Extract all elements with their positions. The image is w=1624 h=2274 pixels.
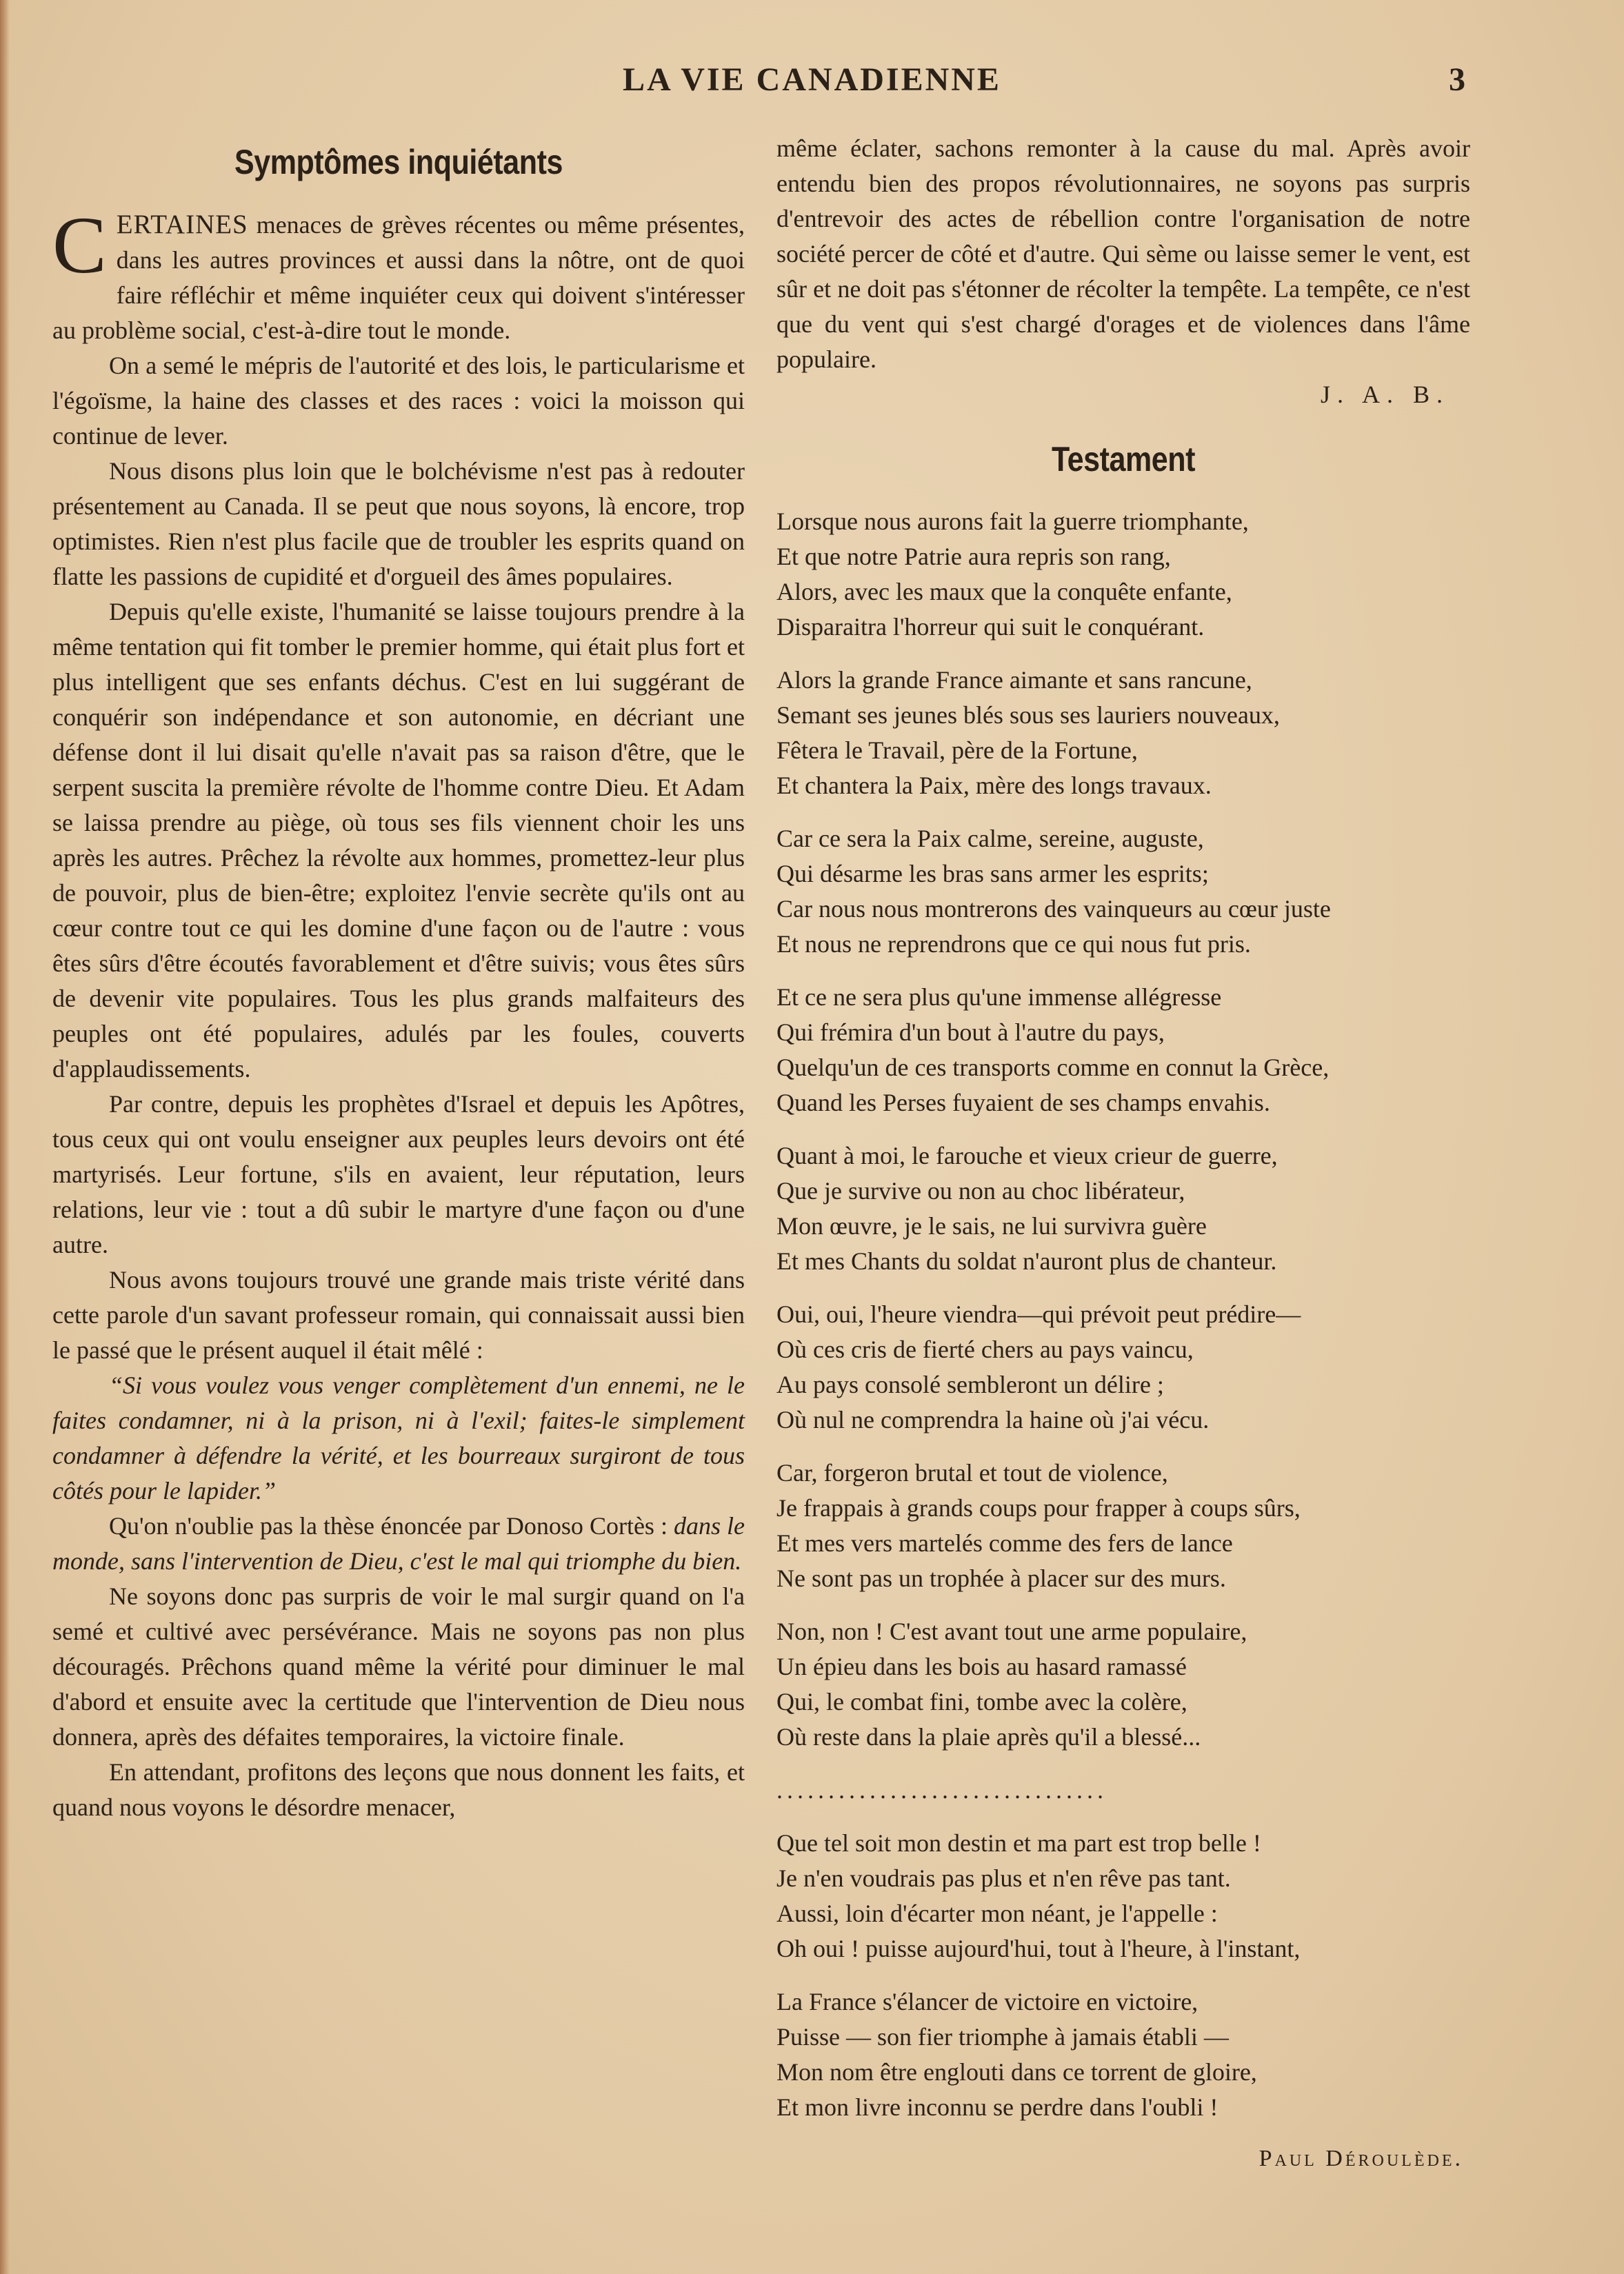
poem-line: Je frappais à grands coups pour frapper à coups sûrs, — [776, 1494, 1301, 1522]
poem-line: Au pays consolé sembleront un délire ; — [776, 1371, 1164, 1398]
poem-body-after — [776, 1826, 1470, 2125]
article-paragraph: CERTAINES menaces de grèves récentes ou même présentes, dans les autres provinces et aussi dans la nôtre, ont de quoi faire réfléchir et même inquiéter ceux qui doivent s'intéresser au problème social, c'est-à-dire tout le monde. — [52, 200, 745, 344]
poem-stanza — [776, 504, 1470, 645]
article-paragraph: Nous avons toujours trouvé une grande mais triste vérité dans cette parole d'un savant professeur romain, qui connaissait aussi bien le passé que le présent auquel il était mêlé : — [52, 1266, 745, 1364]
ellipsis-separator: ................................ — [776, 1776, 1107, 1804]
drop-cap: C — [52, 200, 107, 290]
poem-author: Paul Déroulède. — [1259, 2146, 1463, 2171]
poem-line: Un épieu dans les bois au hasard ramassé — [776, 1653, 1187, 1680]
poem-line: Car ce sera la Paix calme, sereine, auguste, — [776, 825, 1204, 852]
poem-stanza — [776, 1456, 1470, 1596]
poem-line: Que tel soit mon destin et ma part est trop belle ! — [776, 1829, 1261, 1857]
poem-stanza — [776, 1138, 1470, 1279]
poem-line: Disparaitra l'horreur qui suit le conquérant. — [776, 613, 1205, 641]
poem-stanza — [776, 1614, 1470, 1755]
poem-line: Où ces cris de fierté chers au pays vaincu, — [776, 1336, 1194, 1363]
article-paragraph: Qu'on n'oublie pas la thèse énoncée par Donoso Cortès : dans le monde, sans l'intervention de Dieu, c'est le mal qui triomphe du bien. — [52, 1512, 745, 1575]
page-header — [0, 61, 1624, 109]
poem-line: Quant à moi, le farouche et vieux crieur de guerre, — [776, 1142, 1278, 1169]
poem-line: Et mes Chants du soldat n'auront plus de chanteur. — [776, 1247, 1277, 1275]
poem-line: Mon nom être englouti dans ce torrent de gloire, — [776, 2058, 1257, 2086]
poem-stanza — [776, 821, 1470, 962]
article-paragraph: Par contre, depuis les prophètes d'Israel et depuis les Apôtres, tous ceux qui ont voulu enseigner aux peuples leurs devoirs ont été martyrisés. Leur fortune, s'ils en avaient, leur réputation, leurs relations, leur vie : tout a dû subir le martyre d'une façon ou d'une autre. — [52, 1090, 745, 1258]
poem-line: Qui frémira d'un bout à l'autre du pays, — [776, 1018, 1165, 1046]
poem-line: Qui, le combat fini, tombe avec la colère, — [776, 1688, 1187, 1715]
page-edge — [0, 0, 10, 2274]
italic-thesis: dans le monde, sans l'intervention de Dieu, c'est le mal qui triomphe du bien. — [52, 1512, 745, 1575]
publication-title: LA VIE CANADIENNE — [623, 61, 1001, 98]
poem-line: Mon œuvre, je le sais, ne lui survivra guère — [776, 1212, 1207, 1240]
article-paragraph: On a semé le mépris de l'autorité et des lois, le particularisme et l'égoïsme, la haine des classes et des races : voici la moisson qui continue de lever. — [52, 352, 745, 450]
poem-line: Que je survive ou non au choc libérateur, — [776, 1177, 1185, 1205]
poem-line: Alors la grande France aimante et sans rancune, — [776, 666, 1252, 694]
article-quote: “Si vous voulez vous venger complètement d'un ennemi, ne le faites condamner, ni à la prison, ni à l'exil; faites-le simplement condamner à défendre la vérité, et les bourreaux surgiront de tous côtés pour le lapider.” — [52, 1371, 745, 1505]
poem-line: Puisse — son fier triomphe à jamais établi — — [776, 2023, 1229, 2051]
poem-title: Testament — [1051, 440, 1196, 479]
article-title: Symptômes inquiétants — [234, 143, 563, 181]
poem-stanza — [776, 1297, 1470, 1438]
poem-line: Quelqu'un de ces transports comme en connut la Grèce, — [776, 1054, 1330, 1081]
poem-line: Et que notre Patrie aura repris son rang, — [776, 543, 1171, 570]
poem-line: Qui désarme les bras sans armer les esprits; — [776, 860, 1209, 887]
poem-line: Car nous nous montrerons des vainqueurs au cœur juste — [776, 895, 1331, 923]
article-paragraph: Depuis qu'elle existe, l'humanité se laisse toujours prendre à la même tentation qui fit tomber le premier homme, qui était plus fort et plus intelligent que ses enfants déchus. C'est en lui suggérant de conquérir son indépendance et son autonomie, en décriant une défense dont il lui disait qu'elle n'avait pas sa raison d'être, que le serpent suscita la première révolte de l'homme contre Dieu. Et Adam se laissa prendre au piège, où tous ses fils viennent choir les uns après les autres. Prêchez la révolte aux hommes, promettez-leur plus de pouvoir, plus de bien-être; exploitez l'envie secrète qu'ils ont au cœur contre tout ce qui les domine d'une façon ou de l'autre : vous êtes sûrs d'être écoutés favorablement et d'être suivis; vous êtes sûrs de devenir vite populaires. Tous les plus grands malfaiteurs des peuples ont été populaires, adulés par les foules, couverts d'applaudissements. — [52, 598, 745, 1083]
article-paragraph: En attendant, profitons des leçons que nous donnent les faits, et quand nous voyons le désordre menacer, — [52, 1758, 745, 1821]
poem-line: Alors, avec les maux que la conquête enfante, — [776, 578, 1232, 605]
poem-line: Ne sont pas un trophée à placer sur des murs. — [776, 1564, 1226, 1592]
article-paragraph: Ne soyons donc pas surpris de voir le mal surgir quand on l'a semé et cultivé avec persévérance. Mais ne soyons pas non plus découragés. Prêchons quand même la vérité pour diminuer le mal d'abord et ensuite avec la certitude que l'intervention de Dieu nous donnera, après des défaites temporaires, la victoire finale. — [52, 1582, 745, 1751]
page-number: 3 — [1449, 61, 1465, 98]
poem-line: Où nul ne comprendra la haine où j'ai vécu. — [776, 1406, 1210, 1433]
poem-stanza — [776, 663, 1470, 803]
poem-line: Quand les Perses fuyaient de ses champs envahis. — [776, 1089, 1270, 1116]
poem-line: Oui, oui, l'heure viendra—qui prévoit peut prédire— — [776, 1300, 1301, 1328]
poem-line: Et mon livre inconnu se perdre dans l'oubli ! — [776, 2093, 1219, 2121]
poem-line: Et mes vers martelés comme des fers de lance — [776, 1529, 1233, 1557]
article-paragraph-continued: même éclater, sachons remonter à la cause du mal. Après avoir entendu bien des propos révolutionnaires, ne soyons pas surpris d'entrevoir des actes de rébellion contre l'organisation de notre société percer de côté et d'autre. Qui sème ou laisse semer le vent, est sûr et ne doit pas s'étonner de récolter la tempête. La tempête, ce n'est que du vent qui s'est chargé d'orages et de violences dans l'âme populaire. — [776, 134, 1470, 373]
poem-line: Aussi, loin d'écarter mon néant, je l'appelle : — [776, 1900, 1218, 1927]
poem-line: Et nous ne reprendrons que ce qui nous fut pris. — [776, 930, 1251, 958]
poem-line: Car, forgeron brutal et tout de violence, — [776, 1459, 1168, 1487]
poem-line: Oh oui ! puisse aujourd'hui, tout à l'heure, à l'instant, — [776, 1935, 1301, 1962]
poem-line: Semant ses jeunes blés sous ses lauriers nouveaux, — [776, 701, 1280, 729]
poem-stanza — [776, 1826, 1470, 1966]
poem-body — [776, 504, 1470, 1755]
left-column — [52, 131, 745, 1825]
poem-line: Et ce ne sera plus qu'une immense allégresse — [776, 983, 1222, 1011]
poem-line: Je n'en voudrais pas plus et n'en rêve pas tant. — [776, 1864, 1231, 1892]
poem-stanza — [776, 1984, 1470, 2125]
poem-line: Et chantera la Paix, mère des longs travaux. — [776, 772, 1212, 799]
poem-line: La France s'élancer de victoire en victoire, — [776, 1988, 1199, 2015]
poem-line: Fêtera le Travail, père de la Fortune, — [776, 736, 1138, 764]
poem-stanza — [776, 980, 1470, 1120]
article-paragraph: Nous disons plus loin que le bolchévisme n'est pas à redouter présentement au Canada. Il se peut que nous soyons, là encore, trop optimistes. Rien n'est plus facile que de troubler les esprits quand on flatte les passions de cupidité et d'orgueil des âmes populaires. — [52, 457, 745, 590]
poem-line: Lorsque nous aurons fait la guerre triomphante, — [776, 507, 1249, 535]
right-column — [776, 131, 1470, 2172]
article-signature: J. A. B. — [1320, 381, 1450, 408]
poem-line: Non, non ! C'est avant tout une arme populaire, — [776, 1618, 1247, 1645]
poem-line: Où reste dans la plaie après qu'il a blessé... — [776, 1723, 1201, 1751]
first-word: ERTAINES — [116, 210, 248, 239]
